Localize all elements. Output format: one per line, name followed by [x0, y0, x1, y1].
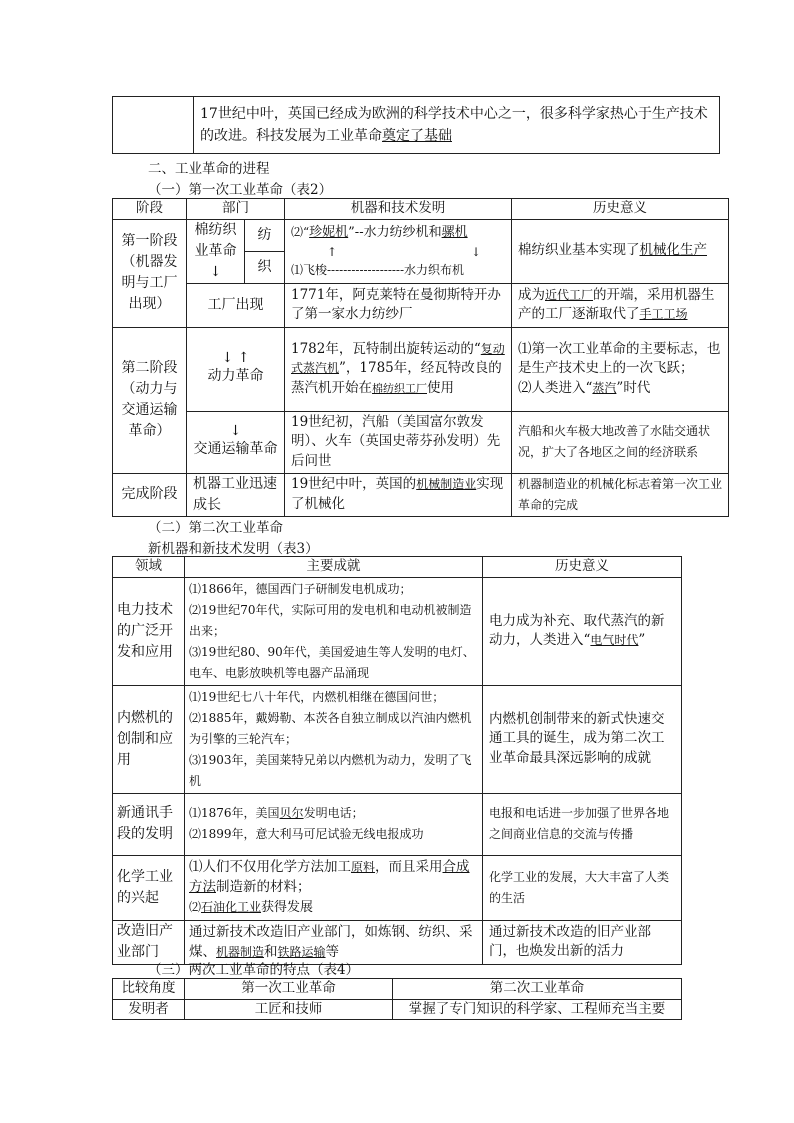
t3-o-a: 通过新技术改造旧产业部门，如炼钢、纺织、采煤、	[189, 923, 473, 961]
t2-inv-l3: ⑴飞梭-------------------水力织布机	[291, 262, 465, 277]
third-heading: （三）两次工业革命的特点（表4）	[148, 962, 360, 978]
t3-e-item3: ⑶19世纪80、90年代，美国爱迪生等人发明的电灯、电车、电影放映机等电器产品涌现	[189, 644, 475, 680]
t3-c-item2: ⑵1899年，意大利马可尼试验无线电报成功	[189, 827, 424, 842]
t3-ch-d: 合成方法	[189, 858, 470, 896]
t2-spin: 纺	[245, 219, 285, 251]
t3-n-item1: ⑴19世纪七八十年代，内燃机相继在德国问世；	[189, 689, 445, 704]
top-row	[113, 97, 720, 154]
t2-cotton-arrow: ↓	[209, 263, 222, 280]
table3-header	[113, 557, 682, 578]
t2-ps-d: ”时代	[616, 379, 651, 396]
t2-pi-c: ”，1785年，经瓦特改良的蒸汽机开始在	[291, 360, 502, 396]
t3-c-c: 发明电话；	[303, 806, 364, 821]
t2-transport	[187, 411, 285, 473]
t3-ach-electric	[185, 577, 483, 685]
t2-complete-inv	[285, 473, 512, 516]
table2	[112, 198, 729, 517]
t2-factory-sig	[512, 283, 729, 327]
t3-row-electric	[113, 577, 682, 685]
t2-ps-b: ⑵人类进入“	[518, 379, 593, 396]
t2-power-sig	[512, 327, 729, 411]
t2-factory: 工厂出现	[187, 283, 285, 327]
second-revolution-heading: （二）第二次工业革命	[148, 520, 283, 536]
t2-pi-e: 使用	[427, 379, 454, 396]
t4-row-inventor	[113, 999, 682, 1020]
t3-sig-old: 通过新技术改造的旧产业部门，也焕发出新的活力	[483, 920, 682, 965]
t2-h-stage: 阶段	[113, 199, 187, 220]
t3-field-comm: 新通讯手段的发明	[113, 793, 185, 855]
t2-power	[187, 327, 285, 411]
t2-weave: 织	[245, 251, 285, 283]
t3-row-engine	[113, 685, 682, 793]
t3-h-ach: 主要成就	[185, 557, 483, 578]
t2-cotton-inv	[285, 219, 512, 283]
t3-n-item2: ⑵1885年，戴姆勒、本茨各自独立制成以汽油内燃机为引擎的三轮汽车；	[189, 710, 472, 746]
t3-ch-item2	[189, 898, 478, 918]
t2-machine-industry: 机器工业迅速成长	[187, 473, 285, 516]
first-revolution-heading: （一）第一次工业革命（表2）	[148, 182, 333, 198]
t2-sig1-text: 棉纺织业基本实现了	[518, 242, 640, 259]
t3-ch-b: 原料	[351, 859, 376, 874]
t3-o-b: 机器制造	[216, 945, 265, 960]
t3-field-engine: 内燃机的创制和应用	[113, 685, 185, 793]
top-left-empty	[113, 97, 194, 154]
t3-ach-engine	[185, 685, 483, 793]
t3-ach-chem	[185, 855, 483, 920]
t3-ach-comm	[185, 793, 483, 855]
t2-transport-arrow: ↓	[229, 422, 242, 439]
t2-fs-b: 近代工厂	[545, 287, 594, 302]
t2-power-label: 动力革命	[207, 368, 264, 385]
t4-inventor: 发明者	[113, 999, 185, 1020]
t2-stage2: 第二阶段（动力与交通运输革命）	[113, 327, 187, 473]
t3-ch-item1	[189, 857, 478, 899]
t2-power-arrows: ↓ ↑	[221, 349, 250, 366]
t2-row-factory	[113, 283, 729, 327]
t4-second-inventor: 掌握了专门知识的科学家、工程师充当主要	[393, 999, 682, 1020]
t2-transport-inv: 19世纪初，汽船（美国富尔敦发明）、火车（英国史蒂芬孙发明）先后问世	[285, 411, 512, 473]
t3-h-sig: 历史意义	[483, 557, 682, 578]
t2-inv-arrows	[291, 243, 505, 261]
t3-o-c: 和	[264, 944, 278, 961]
table3	[112, 556, 682, 965]
t2-inv-arrow-down: ↓	[470, 244, 481, 259]
t3-e-item1: ⑴1866年，德国西门子研制发电机成功；	[189, 581, 412, 596]
t2-pi-d: 棉纺织工厂	[372, 381, 427, 395]
t2-stage1: 第一阶段（机器发明与工厂出现）	[113, 219, 187, 327]
t3-o-e: 等	[325, 944, 340, 961]
t3-es-b: 电气时代	[590, 633, 639, 648]
t2-transport-sig: 汽船和火车极大地改善了水陆交通状况，扩大了各地区之间的经济联系	[512, 411, 729, 473]
t3-field-electric: 电力技术的广泛开发和应用	[113, 577, 185, 685]
t2-inv-mule: 骡机	[441, 225, 468, 241]
t3-row-comm	[113, 793, 682, 855]
t2-factory-inv: 1771年，阿克莱特在曼彻斯特开办了第一家水力纺纱厂	[285, 283, 512, 327]
t2-fs-d: 手工工场	[639, 307, 688, 322]
t3-sig-electric	[483, 577, 682, 685]
t2-ci-b: 机械制造业	[416, 477, 477, 491]
t3-ch2-c: 获得发展	[261, 900, 314, 916]
t2-ps-a: ⑴第一次工业革命的主要标志，也是生产技术史上的一次飞跃；	[518, 340, 721, 377]
t3-field-old: 改造旧产业部门	[113, 920, 185, 965]
t3-ch2-b: 石油化工业	[201, 900, 262, 915]
second-revolution-subheading: 新机器和新技术发明（表3）	[148, 541, 319, 557]
t2-pi-a: 1782年，瓦特制出旋转运动的“	[291, 340, 481, 357]
t2-inv-jenny: 珍妮机	[309, 225, 349, 241]
t2-complete-sig: 机器制造业的机械化标志着第一次工业革命的完成	[512, 473, 729, 516]
t3-o-d: 铁路运输	[277, 945, 326, 960]
t4-first-inventor: 工匠和技师	[185, 999, 393, 1020]
top-table	[112, 96, 720, 154]
t2-fs-c: 的开端，采用机器生产的工厂逐渐取代了	[518, 286, 715, 323]
t2-pi-b: 复动式蒸汽机	[291, 341, 505, 376]
t3-field-chem: 化学工业的兴起	[113, 855, 185, 920]
t3-es-c: ”	[638, 632, 646, 649]
table2-header	[113, 199, 729, 220]
t2-cotton	[187, 219, 245, 283]
top-text-underlined: 奠定了基础	[382, 128, 452, 144]
t2-sig1	[512, 219, 729, 283]
t2-h-sig: 历史意义	[512, 199, 729, 220]
t2-row-complete	[113, 473, 729, 516]
t3-row-chem	[113, 855, 682, 920]
table4	[112, 978, 682, 1020]
t3-c-bell: 贝尔	[279, 806, 304, 821]
top-text: 17世纪中叶，英国已经成为欧洲的科学技术中心之一，很多科学家热心于生产技术的改进。科技发展为工业革命	[200, 105, 708, 144]
t2-power-inv	[285, 327, 512, 411]
t4-h-second: 第二次工业革命	[393, 979, 682, 1000]
t2-row-transport	[113, 411, 729, 473]
t2-h-dept: 部门	[187, 199, 285, 220]
t2-ci-a: 19世纪中叶，英国的	[291, 476, 417, 492]
t2-h-inv: 机器和技术发明	[285, 199, 512, 220]
t2-transport-label: 交通运输革命	[193, 441, 278, 458]
t4-h-angle: 比较角度	[113, 979, 185, 1000]
t2-cotton-label: 棉纺织业革命	[194, 221, 237, 259]
top-text-cell	[194, 97, 720, 154]
t2-stage3: 完成阶段	[113, 473, 187, 516]
t3-es-a: 电力成为补充、取代蒸汽的新动力，人类进入“	[489, 612, 665, 649]
t4-h-first: 第一次工业革命	[185, 979, 393, 1000]
t2-ps-c: 蒸汽	[592, 380, 617, 395]
t3-ch-a: ⑴人们不仅用化学方法加工	[189, 858, 351, 875]
t2-ci-c: 实现了机械化	[291, 476, 504, 512]
t2-row-power	[113, 327, 729, 411]
section2-heading: 二、工业革命的进程	[148, 161, 270, 177]
t3-ch2-a: ⑵	[189, 900, 202, 915]
t3-h-field: 领域	[113, 557, 185, 578]
t3-sig-chem: 化学工业的发展，大大丰富了人类的生活	[483, 855, 682, 920]
t2-inv-arrow-up: ↑	[327, 244, 338, 259]
t3-ch-e: 制造新的材料；	[216, 879, 311, 896]
t3-ch-c: ，而且采用	[375, 858, 443, 875]
t3-sig-comm: 电报和电话进一步加强了世界各地之间商业信息的交流与传播	[483, 793, 682, 855]
t3-c-item1	[189, 803, 478, 824]
t2-inv-l1a: ⑵“	[291, 225, 310, 240]
t3-e-item2: ⑵19世纪70年代，实际可用的发电机和电动机被制造出来；	[189, 602, 472, 638]
t2-inv-l1c: ”--水力纺纱机和	[348, 225, 442, 241]
t3-sig-engine: 内燃机创制带来的新式快速交通工具的诞生，成为第二次工业革命最具深远影响的成就	[483, 685, 682, 793]
t2-sig1-underlined: 机械化生产	[639, 242, 707, 259]
t3-n-item3: ⑶1903年，美国莱特兄弟以内燃机为动力，发明了飞机	[189, 752, 472, 788]
t3-c-a: ⑴1876年，美国	[189, 806, 280, 821]
t2-row-cotton-spin	[113, 219, 729, 251]
table4-header	[113, 979, 682, 1000]
t2-fs-a: 成为	[518, 286, 545, 303]
